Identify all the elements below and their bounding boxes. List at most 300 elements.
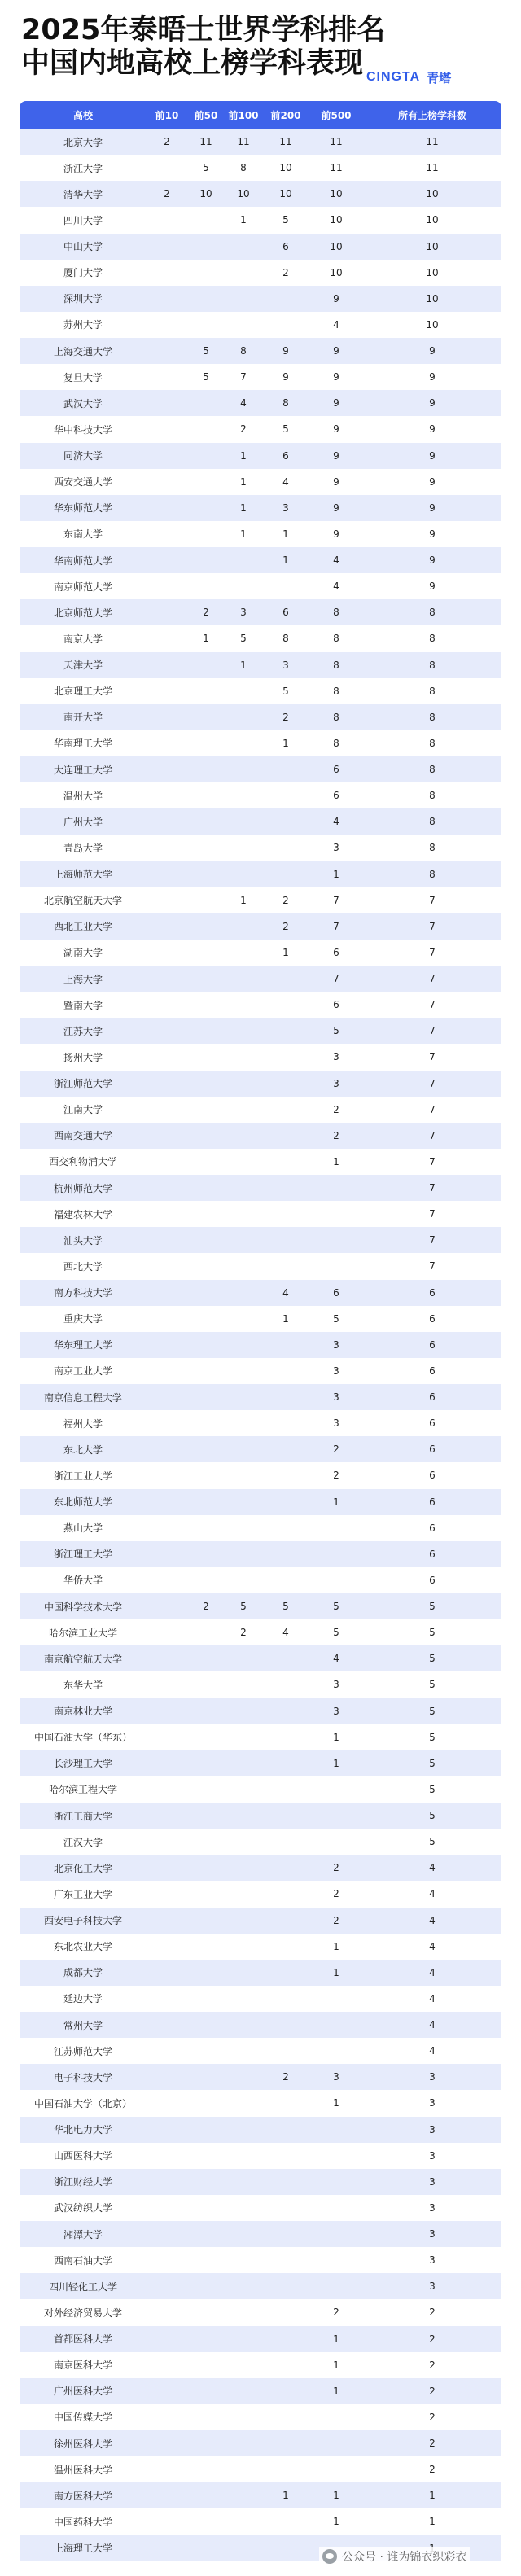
count-cell: 10 bbox=[426, 318, 439, 331]
table-row bbox=[20, 1149, 501, 1175]
count-cell: 10 bbox=[279, 188, 292, 200]
brand-logo bbox=[366, 68, 451, 86]
table-row bbox=[20, 1881, 501, 1907]
table-row bbox=[20, 2012, 501, 2038]
count-cell: 2 bbox=[429, 2464, 436, 2476]
table-row bbox=[20, 443, 501, 469]
university-name-cell: 华东理工大学 bbox=[53, 1339, 112, 1352]
count-cell: 1 bbox=[282, 554, 289, 567]
count-cell: 2 bbox=[429, 2438, 436, 2450]
count-cell: 1 bbox=[240, 214, 247, 226]
count-cell: 3 bbox=[429, 2254, 436, 2267]
count-cell: 5 bbox=[429, 1731, 436, 1743]
university-name-cell: 温州医科大学 bbox=[53, 2464, 112, 2476]
count-cell: 5 bbox=[429, 1810, 436, 1822]
ranking-table bbox=[20, 101, 501, 2561]
count-cell: 8 bbox=[333, 737, 339, 749]
wechat-watermark bbox=[319, 2547, 470, 2566]
count-cell: 3 bbox=[282, 659, 289, 671]
university-name-cell: 上海理工大学 bbox=[53, 2543, 112, 2555]
count-cell: 8 bbox=[429, 868, 436, 880]
university-name-cell: 华侨大学 bbox=[63, 1575, 103, 1587]
count-cell: 1 bbox=[429, 2490, 436, 2502]
count-cell: 5 bbox=[240, 1601, 247, 1613]
count-cell: 2 bbox=[282, 2071, 289, 2083]
table-row bbox=[20, 2456, 501, 2482]
table-row bbox=[20, 1698, 501, 1724]
count-cell: 7 bbox=[429, 999, 436, 1011]
count-cell: 10 bbox=[426, 214, 439, 226]
count-cell: 2 bbox=[429, 2307, 436, 2319]
count-cell: 8 bbox=[429, 737, 436, 749]
count-cell: 9 bbox=[333, 423, 339, 436]
table-row bbox=[20, 2064, 501, 2090]
count-cell: 5 bbox=[203, 345, 209, 357]
count-cell: 5 bbox=[203, 162, 209, 174]
university-name-cell: 中山大学 bbox=[63, 241, 103, 253]
count-cell: 3 bbox=[333, 1391, 339, 1404]
count-cell: 4 bbox=[429, 2019, 436, 2031]
university-name-cell: 西交利物浦大学 bbox=[48, 1156, 117, 1168]
count-cell: 4 bbox=[429, 1940, 436, 1952]
university-name-cell: 哈尔滨工业大学 bbox=[48, 1627, 117, 1639]
table-row bbox=[20, 2326, 501, 2352]
column-header: 前10 bbox=[155, 109, 179, 121]
university-name-cell: 杭州师范大学 bbox=[53, 1182, 112, 1194]
university-name-cell: 浙江工商大学 bbox=[53, 1810, 112, 1822]
table-row bbox=[20, 1619, 501, 1645]
count-cell: 2 bbox=[164, 188, 170, 200]
table-row bbox=[20, 1462, 501, 1488]
count-cell: 4 bbox=[282, 475, 289, 488]
count-cell: 1 bbox=[203, 633, 209, 645]
wechat-icon bbox=[322, 2549, 337, 2564]
column-header: 高校 bbox=[72, 109, 93, 121]
university-name-cell: 上海交通大学 bbox=[53, 345, 112, 357]
table-row bbox=[20, 1829, 501, 1855]
count-cell: 2 bbox=[240, 1627, 247, 1639]
count-cell: 2 bbox=[429, 2411, 436, 2423]
count-cell: 1 bbox=[333, 2333, 339, 2345]
table-row bbox=[20, 2221, 501, 2247]
count-cell: 8 bbox=[240, 162, 247, 174]
count-cell: 10 bbox=[426, 240, 439, 252]
count-cell: 7 bbox=[429, 1208, 436, 1220]
table-row bbox=[20, 1593, 501, 1619]
watermark-text: 公众号 · 谁为锦衣织彩衣 bbox=[342, 2551, 467, 2564]
table-row bbox=[20, 573, 501, 599]
table-row bbox=[20, 547, 501, 573]
university-name-cell: 燕山大学 bbox=[63, 1522, 103, 1535]
count-cell: 1 bbox=[333, 2385, 339, 2397]
university-name-cell: 南开大学 bbox=[63, 712, 103, 724]
table-row bbox=[20, 521, 501, 547]
count-cell: 2 bbox=[429, 2385, 436, 2397]
university-name-cell: 华北电力大学 bbox=[53, 2124, 112, 2136]
count-cell: 1 bbox=[333, 1757, 339, 1769]
table-row bbox=[20, 1776, 501, 1803]
table-row bbox=[20, 2482, 501, 2508]
university-name-cell: 浙江工业大学 bbox=[53, 1470, 112, 1482]
table-row bbox=[20, 992, 501, 1018]
table-row bbox=[20, 1071, 501, 1097]
count-cell: 7 bbox=[429, 1077, 436, 1089]
table-row bbox=[20, 1097, 501, 1123]
table-row bbox=[20, 181, 501, 207]
table-row bbox=[20, 940, 501, 966]
count-cell: 5 bbox=[282, 1601, 289, 1613]
table-row bbox=[20, 416, 501, 442]
university-name-cell: 延边大学 bbox=[63, 1993, 103, 2005]
count-cell: 3 bbox=[429, 2071, 436, 2083]
count-cell: 1 bbox=[282, 1312, 289, 1325]
table-row bbox=[20, 756, 501, 782]
count-cell: 4 bbox=[333, 318, 339, 331]
university-name-cell: 江苏师范大学 bbox=[53, 2045, 112, 2057]
table-header bbox=[20, 101, 501, 129]
table-row bbox=[20, 782, 501, 808]
count-cell: 1 bbox=[333, 2097, 339, 2109]
count-cell: 8 bbox=[429, 711, 436, 723]
count-cell: 6 bbox=[333, 999, 339, 1011]
university-name-cell: 中国药科大学 bbox=[53, 2516, 112, 2528]
count-cell: 6 bbox=[282, 240, 289, 252]
university-name-cell: 徐州医科大学 bbox=[53, 2438, 112, 2450]
table-row bbox=[20, 1306, 501, 1332]
count-cell: 4 bbox=[240, 397, 247, 410]
table-row bbox=[20, 1018, 501, 1044]
university-name-cell: 华东师范大学 bbox=[53, 502, 112, 515]
count-cell: 4 bbox=[282, 1627, 289, 1639]
table-row bbox=[20, 1908, 501, 1934]
count-cell: 1 bbox=[240, 502, 247, 514]
table-row bbox=[20, 2404, 501, 2430]
count-cell: 9 bbox=[429, 580, 436, 593]
table-row bbox=[20, 1436, 501, 1462]
count-cell: 4 bbox=[333, 554, 339, 567]
university-name-cell: 厦门大学 bbox=[63, 267, 103, 279]
table-row bbox=[20, 2508, 501, 2534]
university-name-cell: 长沙理工大学 bbox=[53, 1758, 112, 1770]
table-row bbox=[20, 1384, 501, 1410]
table-row bbox=[20, 1201, 501, 1227]
university-name-cell: 浙江师范大学 bbox=[53, 1078, 112, 1090]
table-row bbox=[20, 678, 501, 704]
university-name-cell: 上海大学 bbox=[63, 973, 103, 985]
count-cell: 8 bbox=[333, 711, 339, 723]
table-row bbox=[20, 2117, 501, 2143]
university-name-cell: 南京大学 bbox=[63, 633, 103, 645]
table-row bbox=[20, 1044, 501, 1070]
count-cell: 5 bbox=[429, 1601, 436, 1613]
count-cell: 1 bbox=[240, 528, 247, 540]
count-cell: 3 bbox=[333, 1338, 339, 1351]
university-name-cell: 华南师范大学 bbox=[53, 554, 112, 567]
table-row bbox=[20, 1332, 501, 1358]
count-cell: 9 bbox=[429, 371, 436, 383]
university-name-cell: 扬州大学 bbox=[63, 1051, 103, 1063]
university-name-cell: 广东工业大学 bbox=[53, 1888, 112, 1900]
count-cell: 8 bbox=[240, 345, 247, 357]
university-name-cell: 中国科学技术大学 bbox=[43, 1601, 122, 1613]
table-row bbox=[20, 913, 501, 940]
count-cell: 3 bbox=[333, 2071, 339, 2083]
count-cell: 2 bbox=[203, 607, 209, 619]
count-cell: 8 bbox=[333, 685, 339, 697]
table-row bbox=[20, 1175, 501, 1201]
university-name-cell: 北京化工大学 bbox=[53, 1862, 112, 1874]
university-name-cell: 常州大学 bbox=[63, 2019, 103, 2031]
count-cell: 6 bbox=[429, 1574, 436, 1586]
count-cell: 1 bbox=[240, 449, 247, 462]
count-cell: 9 bbox=[282, 345, 289, 357]
count-cell: 3 bbox=[429, 2280, 436, 2293]
university-name-cell: 东北农业大学 bbox=[53, 1941, 112, 1953]
count-cell: 1 bbox=[333, 868, 339, 880]
count-cell: 10 bbox=[426, 188, 439, 200]
university-name-cell: 哈尔滨工程大学 bbox=[48, 1784, 117, 1796]
university-name-cell: 南方科技大学 bbox=[53, 1287, 112, 1299]
count-cell: 5 bbox=[333, 1627, 339, 1639]
column-header: 前200 bbox=[270, 109, 301, 121]
university-name-cell: 西安电子科技大学 bbox=[43, 1915, 122, 1927]
university-name-cell: 四川大学 bbox=[63, 214, 103, 226]
table-row bbox=[20, 1280, 501, 1306]
count-cell: 3 bbox=[333, 1051, 339, 1063]
count-cell: 7 bbox=[333, 894, 339, 906]
table-row bbox=[20, 129, 501, 155]
column-header: 所有上榜学科数 bbox=[397, 109, 466, 121]
count-cell: 9 bbox=[333, 502, 339, 514]
table-row bbox=[20, 1123, 501, 1149]
count-cell: 8 bbox=[429, 790, 436, 802]
university-name-cell: 天津大学 bbox=[63, 659, 103, 672]
count-cell: 11 bbox=[426, 162, 439, 174]
count-cell: 8 bbox=[282, 397, 289, 410]
count-cell: 9 bbox=[429, 502, 436, 514]
university-name-cell: 北京大学 bbox=[63, 136, 103, 148]
count-cell: 6 bbox=[429, 1522, 436, 1534]
count-cell: 7 bbox=[429, 894, 436, 906]
table-row bbox=[20, 887, 501, 913]
page-title: 2025年泰晤士世界学科排名 bbox=[21, 14, 386, 46]
count-cell: 7 bbox=[429, 920, 436, 932]
table-row bbox=[20, 2299, 501, 2325]
count-cell: 3 bbox=[429, 2149, 436, 2162]
university-name-cell: 西北大学 bbox=[63, 1260, 103, 1273]
count-cell: 8 bbox=[429, 685, 436, 697]
count-cell: 6 bbox=[429, 1286, 436, 1299]
university-name-cell: 南京医科大学 bbox=[53, 2359, 112, 2372]
table-row bbox=[20, 364, 501, 390]
count-cell: 11 bbox=[199, 136, 212, 148]
count-cell: 2 bbox=[333, 1862, 339, 1874]
count-cell: 2 bbox=[333, 1470, 339, 1482]
count-cell: 8 bbox=[282, 633, 289, 645]
count-cell: 1 bbox=[282, 2490, 289, 2502]
count-cell: 7 bbox=[429, 1234, 436, 1246]
count-cell: 11 bbox=[426, 136, 439, 148]
count-cell: 8 bbox=[333, 659, 339, 671]
count-cell: 2 bbox=[282, 894, 289, 906]
university-name-cell: 湘潭大学 bbox=[63, 2228, 103, 2241]
table-row bbox=[20, 2195, 501, 2221]
university-name-cell: 北京理工大学 bbox=[53, 686, 112, 698]
count-cell: 5 bbox=[282, 214, 289, 226]
count-cell: 3 bbox=[429, 2228, 436, 2241]
count-cell: 5 bbox=[429, 1627, 436, 1639]
count-cell: 5 bbox=[333, 1601, 339, 1613]
university-name-cell: 西南石油大学 bbox=[53, 2254, 112, 2267]
table-row bbox=[20, 1358, 501, 1384]
university-name-cell: 四川轻化工大学 bbox=[48, 2280, 117, 2293]
table-row bbox=[20, 1541, 501, 1567]
count-cell: 5 bbox=[429, 1783, 436, 1795]
count-cell: 9 bbox=[429, 528, 436, 540]
table-row bbox=[20, 1750, 501, 1776]
table-row bbox=[20, 599, 501, 625]
count-cell: 9 bbox=[333, 371, 339, 383]
count-cell: 3 bbox=[429, 2097, 436, 2109]
brand-name-cn: 青塔 bbox=[427, 71, 452, 85]
count-cell: 2 bbox=[333, 1103, 339, 1115]
table-row bbox=[20, 469, 501, 495]
university-name-cell: 浙江理工大学 bbox=[53, 1549, 112, 1561]
university-name-cell: 东南大学 bbox=[63, 528, 103, 541]
count-cell: 1 bbox=[333, 1966, 339, 1978]
table-row bbox=[20, 1567, 501, 1593]
count-cell: 8 bbox=[429, 607, 436, 619]
column-header: 前500 bbox=[321, 109, 352, 121]
count-cell: 1 bbox=[429, 2516, 436, 2528]
university-name-cell: 东北师范大学 bbox=[53, 1496, 112, 1509]
count-cell: 1 bbox=[333, 2490, 339, 2502]
count-cell: 6 bbox=[333, 1286, 339, 1299]
count-cell: 1 bbox=[333, 2516, 339, 2528]
count-cell: 1 bbox=[240, 894, 247, 906]
count-cell: 1 bbox=[282, 528, 289, 540]
count-cell: 6 bbox=[429, 1312, 436, 1325]
table-row bbox=[20, 1724, 501, 1750]
table-row bbox=[20, 1934, 501, 1960]
count-cell: 11 bbox=[330, 136, 343, 148]
count-cell: 7 bbox=[333, 920, 339, 932]
count-cell: 2 bbox=[333, 1444, 339, 1456]
university-name-cell: 山西医科大学 bbox=[53, 2150, 112, 2162]
count-cell: 9 bbox=[333, 528, 339, 540]
table-row bbox=[20, 835, 501, 861]
count-cell: 7 bbox=[429, 1051, 436, 1063]
count-cell: 2 bbox=[240, 423, 247, 436]
table-row bbox=[20, 1671, 501, 1698]
table-row bbox=[20, 1960, 501, 1986]
university-name-cell: 南京林业大学 bbox=[53, 1706, 112, 1718]
column-header: 前50 bbox=[194, 109, 218, 121]
count-cell: 5 bbox=[429, 1653, 436, 1665]
university-name-cell: 温州大学 bbox=[63, 790, 103, 802]
university-name-cell: 浙江大学 bbox=[63, 162, 103, 174]
table-row bbox=[20, 390, 501, 416]
table-row bbox=[20, 2430, 501, 2456]
count-cell: 2 bbox=[333, 1888, 339, 1900]
table-row bbox=[20, 2352, 501, 2378]
table-row bbox=[20, 1489, 501, 1515]
count-cell: 9 bbox=[429, 475, 436, 488]
table-row bbox=[20, 312, 501, 338]
count-cell: 7 bbox=[429, 973, 436, 985]
university-name-cell: 对外经济贸易大学 bbox=[43, 2307, 122, 2319]
table-row bbox=[20, 861, 501, 887]
count-cell: 4 bbox=[429, 1862, 436, 1874]
university-name-cell: 电子科技大学 bbox=[53, 2071, 112, 2083]
count-cell: 6 bbox=[429, 1470, 436, 1482]
university-name-cell: 浙江财经大学 bbox=[53, 2176, 112, 2188]
count-cell: 7 bbox=[429, 1182, 436, 1194]
university-name-cell: 同济大学 bbox=[63, 450, 103, 462]
table-row bbox=[20, 286, 501, 312]
count-cell: 3 bbox=[429, 2201, 436, 2214]
count-cell: 1 bbox=[240, 475, 247, 488]
table-row bbox=[20, 625, 501, 651]
table-row bbox=[20, 1515, 501, 1541]
university-name-cell: 中国传媒大学 bbox=[53, 2412, 112, 2424]
count-cell: 2 bbox=[282, 711, 289, 723]
count-cell: 5 bbox=[240, 633, 247, 645]
page-subtitle: 中国内地高校上榜学科表现 bbox=[21, 47, 364, 80]
university-name-cell: 南京工业大学 bbox=[53, 1365, 112, 1378]
count-cell: 6 bbox=[429, 1365, 436, 1377]
brand-name-en: CINGTA bbox=[366, 70, 421, 84]
table-row bbox=[20, 808, 501, 835]
count-cell: 5 bbox=[333, 1312, 339, 1325]
count-cell: 8 bbox=[429, 842, 436, 854]
university-name-cell: 华中科技大学 bbox=[53, 423, 112, 436]
count-cell: 1 bbox=[282, 946, 289, 958]
university-name-cell: 南京信息工程大学 bbox=[43, 1391, 122, 1404]
count-cell: 8 bbox=[333, 633, 339, 645]
table-row bbox=[20, 2038, 501, 2064]
count-cell: 3 bbox=[333, 1679, 339, 1691]
count-cell: 3 bbox=[429, 2175, 436, 2188]
count-cell: 5 bbox=[333, 1025, 339, 1037]
count-cell: 6 bbox=[429, 1338, 436, 1351]
count-cell: 3 bbox=[333, 1417, 339, 1430]
count-cell: 10 bbox=[330, 266, 343, 278]
count-cell: 4 bbox=[429, 1966, 436, 1978]
university-name-cell: 广州大学 bbox=[63, 816, 103, 828]
count-cell: 9 bbox=[333, 449, 339, 462]
count-cell: 4 bbox=[429, 1888, 436, 1900]
count-cell: 10 bbox=[279, 162, 292, 174]
count-cell: 2 bbox=[164, 136, 170, 148]
university-name-cell: 江汉大学 bbox=[63, 1836, 103, 1848]
count-cell: 9 bbox=[333, 345, 339, 357]
university-name-cell: 福建农林大学 bbox=[53, 1208, 112, 1220]
count-cell: 8 bbox=[429, 764, 436, 776]
count-cell: 2 bbox=[333, 2307, 339, 2319]
table-row bbox=[20, 652, 501, 678]
university-name-cell: 东华大学 bbox=[63, 1679, 103, 1691]
count-cell: 5 bbox=[429, 1836, 436, 1848]
university-name-cell: 湖南大学 bbox=[63, 947, 103, 959]
count-cell: 1 bbox=[282, 737, 289, 749]
count-cell: 7 bbox=[429, 946, 436, 958]
table-row bbox=[20, 730, 501, 756]
count-cell: 9 bbox=[282, 371, 289, 383]
count-cell: 2 bbox=[203, 1601, 209, 1613]
count-cell: 3 bbox=[333, 842, 339, 854]
count-cell: 3 bbox=[240, 607, 247, 619]
